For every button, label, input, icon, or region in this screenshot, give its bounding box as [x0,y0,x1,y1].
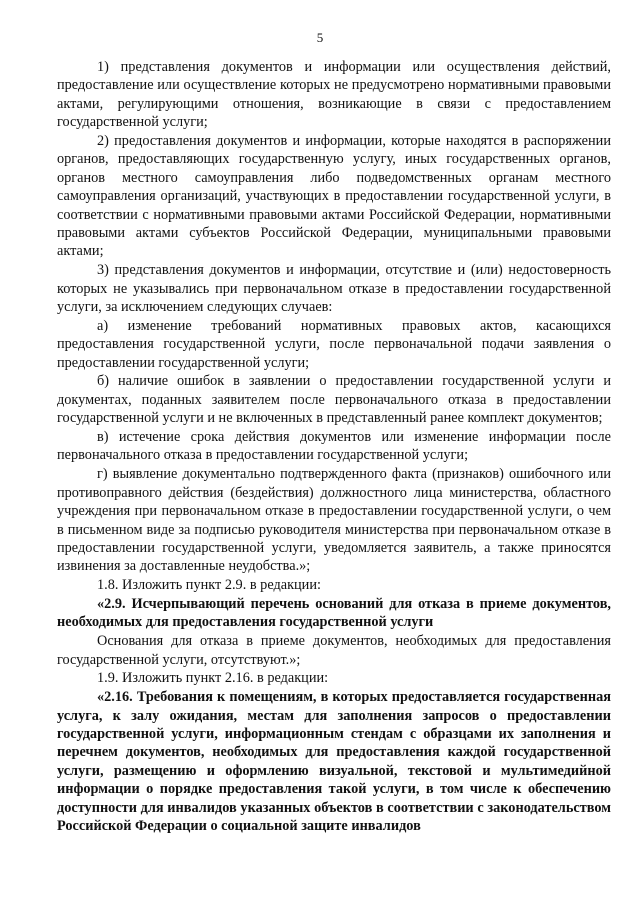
paragraph-subitem-b: б) наличие ошибок в заявлении о предоставлении государственной услуги и документах, поданных заявителем после первоначального отказа в предоставлении государственной услуги и не включенных в представленный ранее комплект документов; [57,373,611,427]
section-2-9-heading: «2.9. Исчерпывающий перечень оснований для отказа в приеме документов, необходимых для предоставления государственной услуги [57,595,611,631]
section-2-9-text: Основания для отказа в приеме документов, необходимых для предоставления государственной услуги, отсутствуют.»; [57,633,611,668]
amendment-1-9: 1.9. Изложить пункт 2.16. в редакции: [97,670,329,687]
paragraph-item-3: 3) представления документов и информации, отсутствие и (или) недостоверность которых не указывались при первоначальном отказе в предоставлении государственной услуги, за исключением следующих случаев: [57,262,611,316]
paragraph-subitem-a: а) изменение требований нормативных правовых актов, касающихся предоставления государственной услуги, после первоначальной подачи заявления о предоставлении государственной услуги; [57,317,611,371]
paragraph-subitem-v: в) истечение срока действия документов или изменение информации после первоначального отказа в предоставлении государственной услуги; [57,429,611,464]
document-body [57,58,611,835]
section-2-16-heading: «2.16. Требования к помещениям, в которых предоставляется государственная услуга, к залу ожидания, местам для заполнения запросов о предоставлении государственной услуги, информационным стендам с образцами их заполнения и перечнем документов, необходимых для предоставления каждой государственной услуги, размещению и оформлению визуальной, текстовой и мультимедийной информации о порядке предоставления такой услуги, в том числе к обеспечению доступности для инвалидов указанных объектов в соответствии с законодательством Российской Федерации о социальной защите инвалидов [57,689,611,834]
paragraph-item-1: 1) представления документов и информации или осуществления действий, предоставление или осуществление которых не предусмотрено нормативными правовыми актами, регулирующими отношения, возникающие в связи с предоставлением государственной услуги; [57,59,611,131]
paragraph-subitem-g: г) выявление документально подтвержденного факта (признаков) ошибочного или противоправного действия (бездействия) должностного лица министерства, областного учреждения при первоначальном отказе в предоставлении государственной услуги, о чем в письменном виде за подписью руководителя министерства при первоначальном отказе в предоставлении государственной услуги, уведомляется заявитель, а также приносятся извинения за доставленные неудобства.»; [57,466,611,575]
page-number: 5 [316,30,324,45]
amendment-1-8: 1.8. Изложить пункт 2.9. в редакции: [97,577,321,594]
paragraph-item-2: 2) предоставления документов и информации, которые находятся в распоряжении органов, предоставляющих государственную услугу, иных государственных органов, органов местного самоуправления либо подведомственных органам местного самоуправления организаций, участвующих в предоставлении государственной услуги, в соответствии с нормативными правовыми актами Российской Федерации, нормативными правовыми актами субъектов Российской Федерации, муниципальными правовыми актами; [57,133,611,260]
